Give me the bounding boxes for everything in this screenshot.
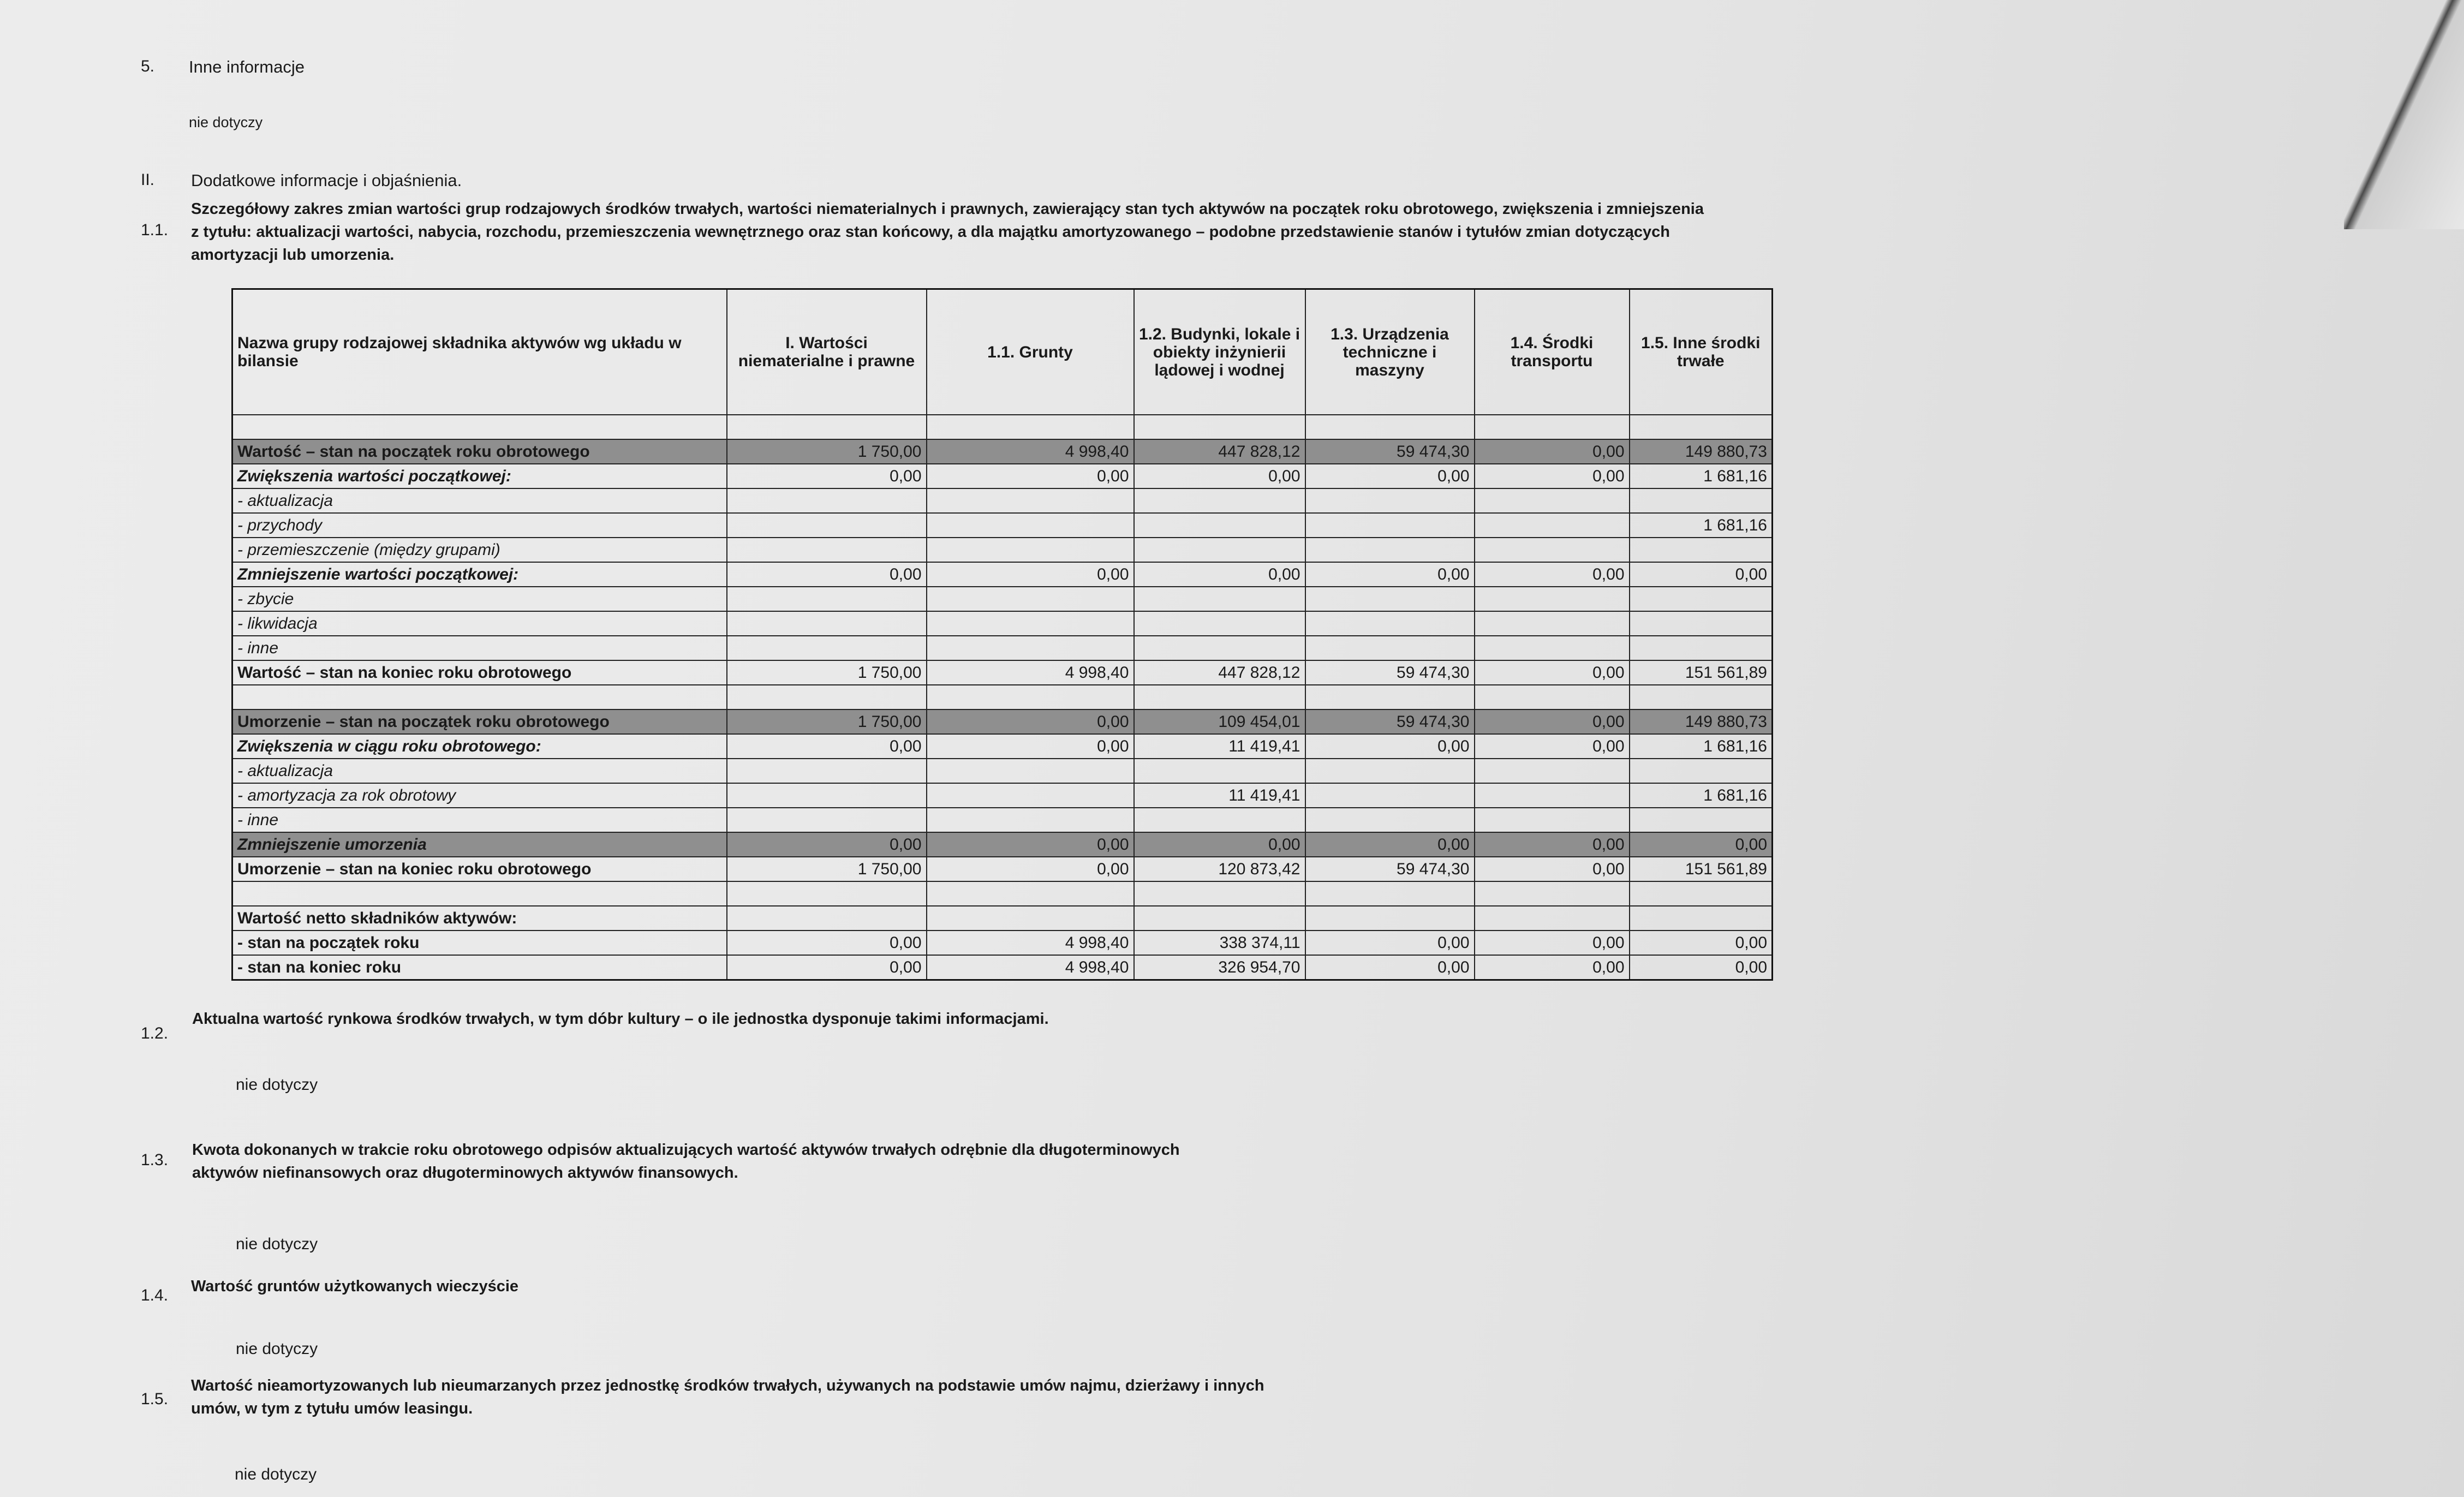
row-value: 0,00 (1475, 931, 1630, 955)
row-value (727, 488, 927, 513)
row-value: 11 419,41 (1134, 783, 1305, 808)
row-value: 0,00 (1134, 562, 1305, 587)
row-value (1630, 808, 1773, 832)
row-value: 1 681,16 (1630, 734, 1773, 759)
row-value: 338 374,11 (1134, 931, 1305, 955)
row-value: 151 561,89 (1630, 857, 1773, 881)
row-value: 0,00 (1305, 955, 1475, 980)
row-value (927, 685, 1134, 709)
section-1-4-note: nie dotyczy (236, 1340, 318, 1358)
row-value: 0,00 (1475, 562, 1630, 587)
row-value: 120 873,42 (1134, 857, 1305, 881)
row-value: 0,00 (927, 464, 1134, 488)
table-row (232, 734, 1773, 759)
row-value: 0,00 (1630, 955, 1773, 980)
row-value: 4 998,40 (927, 931, 1134, 955)
row-label: Zmniejszenie wartości początkowej: (232, 562, 727, 587)
row-value: 0,00 (727, 734, 927, 759)
row-value (1475, 685, 1630, 709)
row-value (727, 415, 927, 439)
row-value (727, 636, 927, 660)
row-value: 1 681,16 (1630, 464, 1773, 488)
table-row (232, 439, 1773, 464)
row-value (927, 587, 1134, 611)
section-5-note: nie dotyczy (189, 114, 263, 130)
table-row (232, 955, 1773, 980)
row-value (1630, 759, 1773, 783)
row-value (1134, 587, 1305, 611)
row-value (1475, 513, 1630, 538)
row-label: - przychody (232, 513, 727, 538)
page-edge-shadow (2344, 0, 2464, 229)
row-value (1630, 881, 1773, 906)
row-value: 0,00 (1475, 857, 1630, 881)
row-label: - przemieszczenie (między grupami) (232, 538, 727, 562)
row-value (727, 587, 927, 611)
row-value: 4 998,40 (927, 660, 1134, 685)
row-value: 0,00 (1630, 931, 1773, 955)
row-value (727, 685, 927, 709)
row-value (1630, 636, 1773, 660)
row-value (1305, 906, 1475, 931)
row-value: 59 474,30 (1305, 857, 1475, 881)
row-value (1630, 488, 1773, 513)
row-value (927, 759, 1134, 783)
row-value: 0,00 (927, 709, 1134, 734)
row-value (1475, 538, 1630, 562)
row-label: - aktualizacja (232, 488, 727, 513)
row-value: 0,00 (727, 464, 927, 488)
row-value: 0,00 (1630, 832, 1773, 857)
row-value (927, 906, 1134, 931)
row-value: 11 419,41 (1134, 734, 1305, 759)
row-value: 151 561,89 (1630, 660, 1773, 685)
row-value: 4 998,40 (927, 439, 1134, 464)
table-row (232, 464, 1773, 488)
table-row (232, 562, 1773, 587)
row-value (1305, 685, 1475, 709)
row-value: 59 474,30 (1305, 709, 1475, 734)
row-value (927, 636, 1134, 660)
row-value (727, 906, 927, 931)
row-value: 1 750,00 (727, 857, 927, 881)
row-value (1630, 611, 1773, 636)
row-value (727, 538, 927, 562)
row-value (1305, 808, 1475, 832)
row-value (927, 611, 1134, 636)
row-value: 0,00 (1305, 931, 1475, 955)
row-value: 0,00 (1305, 734, 1475, 759)
row-value: 1 750,00 (727, 439, 927, 464)
row-value: 0,00 (1475, 464, 1630, 488)
row-value (927, 808, 1134, 832)
row-value: 0,00 (1475, 439, 1630, 464)
table-header-cell: 1.1. Grunty (927, 289, 1134, 415)
row-value (727, 759, 927, 783)
table-row (232, 808, 1773, 832)
row-value: 0,00 (1134, 832, 1305, 857)
table-header-cell: Nazwa grupy rodzajowej składnika aktywów wg układu w bilansie (232, 289, 727, 415)
table-header-cell: I. Wartości niematerialne i prawne (727, 289, 927, 415)
row-value (1630, 906, 1773, 931)
section-1-4-number: 1.4. (141, 1286, 169, 1304)
section-1-2-text: Aktualna wartość rynkowa środków trwałych, w tym dóbr kultury – o ile jednostka dysponuje takimi informacjami. (192, 1010, 1049, 1028)
row-value (1305, 881, 1475, 906)
row-value: 149 880,73 (1630, 439, 1773, 464)
row-label: Wartość – stan na koniec roku obrotowego (232, 660, 727, 685)
row-value: 0,00 (927, 734, 1134, 759)
table-row (232, 587, 1773, 611)
row-value (927, 538, 1134, 562)
row-value: 0,00 (927, 857, 1134, 881)
row-value: 0,00 (727, 931, 927, 955)
row-value: 0,00 (1475, 660, 1630, 685)
section-1-4-text: Wartość gruntów użytkowanych wieczyście (191, 1278, 519, 1295)
row-value: 326 954,70 (1134, 955, 1305, 980)
row-label: - zbycie (232, 587, 727, 611)
section-1-5-number: 1.5. (141, 1390, 169, 1408)
section-ii-title: Dodatkowe informacje i objaśnienia. (191, 171, 462, 190)
row-value: 0,00 (1475, 709, 1630, 734)
table-header-cell: 1.2. Budynki, lokale i obiekty inżynierii lądowej i wodnej (1134, 289, 1305, 415)
row-value (1134, 611, 1305, 636)
fixed-assets-table (231, 288, 1773, 981)
row-value (1475, 636, 1630, 660)
section-1-3-text: Kwota dokonanych w trakcie roku obrotowego odpisów aktualizujących wartość aktywów trwałych odrębnie dla długoterminowych aktywów niefinansowych oraz długoterminowych aktywów finansowych. (192, 1141, 1180, 1182)
row-value (1305, 538, 1475, 562)
row-value: 0,00 (727, 955, 927, 980)
row-value (1134, 881, 1305, 906)
row-value (1475, 906, 1630, 931)
row-value: 0,00 (1475, 955, 1630, 980)
row-value (1134, 513, 1305, 538)
table-row (232, 931, 1773, 955)
row-value (1305, 611, 1475, 636)
row-value (927, 488, 1134, 513)
row-value: 0,00 (727, 832, 927, 857)
row-label: Umorzenie – stan na koniec roku obrotowego (232, 857, 727, 881)
row-value (1134, 808, 1305, 832)
row-value (727, 881, 927, 906)
section-1-1-text: Szczegółowy zakres zmian wartości grup rodzajowych środków trwałych, wartości niematerialnych i prawnych, zawierający stan tych aktywów na początek roku obrotowego, zwiększenia i zmniejszenia z tytułu: aktualizacji wartości, nabycia, rozchodu, przemieszczenia wewnętrznego oraz stan końcowy, a dla majątku amortyzowanego – podobne przedstawienie stanów i tytułów zmian dotyczących amortyzacji lub umorzenia. (191, 200, 1704, 264)
row-label: - inne (232, 636, 727, 660)
table-row (232, 611, 1773, 636)
row-value: 0,00 (1475, 734, 1630, 759)
section-5-title: Inne informacje (189, 57, 305, 76)
row-value (1134, 538, 1305, 562)
row-value (1475, 881, 1630, 906)
row-value (1134, 685, 1305, 709)
row-value (1305, 415, 1475, 439)
row-label (232, 415, 727, 439)
table-row (232, 660, 1773, 685)
table-header-row (232, 289, 1773, 415)
row-value (1134, 906, 1305, 931)
row-value: 0,00 (1305, 562, 1475, 587)
row-value: 0,00 (1134, 464, 1305, 488)
table-row (232, 685, 1773, 709)
table-row (232, 415, 1773, 439)
row-value: 0,00 (1475, 832, 1630, 857)
row-value (1305, 783, 1475, 808)
row-value (1475, 415, 1630, 439)
row-value (1134, 759, 1305, 783)
section-1-5-note: nie dotyczy (235, 1465, 317, 1483)
row-label: Zmniejszenie umorzenia (232, 832, 727, 857)
row-value (1475, 587, 1630, 611)
row-label (232, 685, 727, 709)
row-value (727, 783, 927, 808)
row-value: 1 750,00 (727, 660, 927, 685)
row-label: - stan na koniec roku (232, 955, 727, 980)
row-value: 1 750,00 (727, 709, 927, 734)
section-1-3-note: nie dotyczy (236, 1235, 318, 1253)
table-row (232, 636, 1773, 660)
row-value (1305, 587, 1475, 611)
row-label: - amortyzacja za rok obrotowy (232, 783, 727, 808)
row-value: 0,00 (1305, 832, 1475, 857)
row-value (927, 881, 1134, 906)
row-value (1475, 783, 1630, 808)
table-row (232, 709, 1773, 734)
section-1-2-note: nie dotyczy (236, 1076, 318, 1094)
row-value (1475, 808, 1630, 832)
table-row (232, 857, 1773, 881)
row-value (927, 415, 1134, 439)
row-label: Zwiększenia w ciągu roku obrotowego: (232, 734, 727, 759)
row-value (1630, 538, 1773, 562)
row-value (927, 783, 1134, 808)
row-value (1305, 759, 1475, 783)
row-value: 0,00 (727, 562, 927, 587)
row-value: 59 474,30 (1305, 660, 1475, 685)
row-value: 447 828,12 (1134, 439, 1305, 464)
row-value: 109 454,01 (1134, 709, 1305, 734)
table-row (232, 881, 1773, 906)
table-body (232, 415, 1773, 980)
row-value (1475, 488, 1630, 513)
row-value (1305, 513, 1475, 538)
section-1-2-number: 1.2. (141, 1024, 169, 1042)
row-label: Wartość netto składników aktywów: (232, 906, 727, 931)
row-value (727, 513, 927, 538)
row-value (1305, 636, 1475, 660)
row-value: 1 681,16 (1630, 783, 1773, 808)
section-5-number: 5. (141, 57, 155, 75)
row-label: Umorzenie – stan na początek roku obrotowego (232, 709, 727, 734)
table-row (232, 832, 1773, 857)
row-label: - likwidacja (232, 611, 727, 636)
row-value (1134, 488, 1305, 513)
row-value (727, 808, 927, 832)
table-row (232, 538, 1773, 562)
row-value (1630, 415, 1773, 439)
row-value: 0,00 (927, 562, 1134, 587)
row-label: - stan na początek roku (232, 931, 727, 955)
table-row (232, 783, 1773, 808)
row-label: - aktualizacja (232, 759, 727, 783)
section-1-5-text: Wartość nieamortyzowanych lub nieumarzanych przez jednostkę środków trwałych, używanych na podstawie umów najmu, dzierżawy i innych umów, w tym z tytułu umów leasingu. (191, 1377, 1264, 1418)
row-value: 149 880,73 (1630, 709, 1773, 734)
row-value (1134, 415, 1305, 439)
table-header-cell: 1.5. Inne środki trwałe (1630, 289, 1773, 415)
row-value: 0,00 (1630, 562, 1773, 587)
row-value: 0,00 (1305, 464, 1475, 488)
row-value: 4 998,40 (927, 955, 1134, 980)
row-value: 1 681,16 (1630, 513, 1773, 538)
row-value: 0,00 (927, 832, 1134, 857)
table-row (232, 488, 1773, 513)
row-label: Wartość – stan na początek roku obrotowego (232, 439, 727, 464)
table-header-cell: 1.4. Środki transportu (1475, 289, 1630, 415)
row-label (232, 881, 727, 906)
row-value: 447 828,12 (1134, 660, 1305, 685)
row-value (1134, 636, 1305, 660)
row-value (1305, 488, 1475, 513)
section-1-1-number: 1.1. (141, 221, 169, 239)
table-row (232, 513, 1773, 538)
row-label: - inne (232, 808, 727, 832)
row-value (1630, 587, 1773, 611)
row-value (1630, 685, 1773, 709)
table-row (232, 906, 1773, 931)
table-header-cell: 1.3. Urządzenia techniczne i maszyny (1305, 289, 1475, 415)
row-label: Zwiększenia wartości początkowej: (232, 464, 727, 488)
row-value (727, 611, 927, 636)
row-value: 59 474,30 (1305, 439, 1475, 464)
section-ii-number: II. (141, 171, 155, 189)
table-row (232, 759, 1773, 783)
row-value (1475, 611, 1630, 636)
row-value (1475, 759, 1630, 783)
section-1-3-number: 1.3. (141, 1151, 169, 1169)
row-value (927, 513, 1134, 538)
